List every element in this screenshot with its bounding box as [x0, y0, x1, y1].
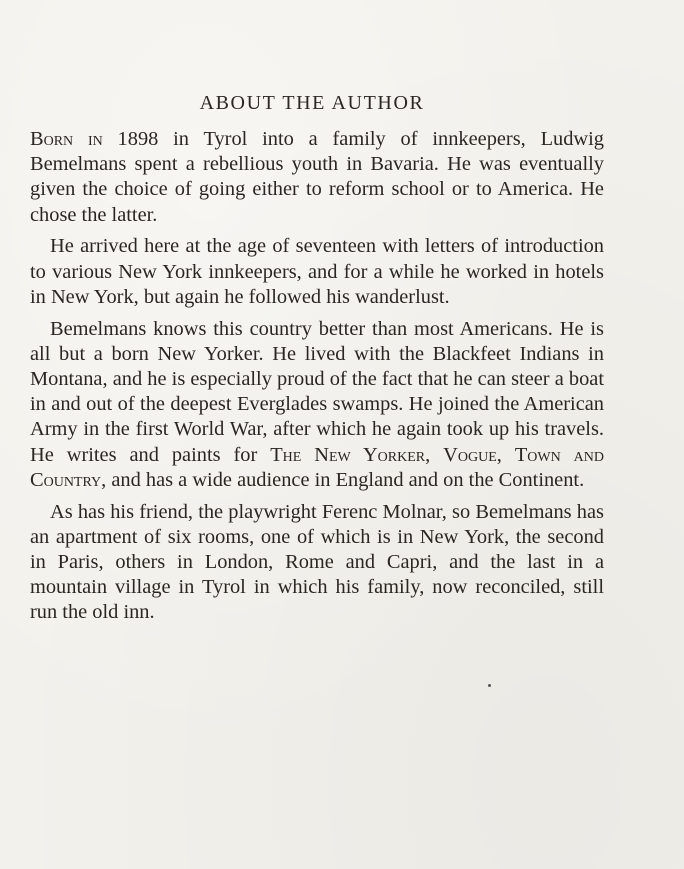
bio-paragraph-2: [30, 234, 604, 310]
bio-paragraph-1: [30, 127, 604, 228]
print-speck: [488, 684, 491, 687]
publication-vogue: Vogue: [443, 443, 497, 466]
bio-paragraph-4: [30, 500, 604, 626]
bio-paragraph-4-text: As has his friend, the playwright Ferenc Molnar, so Bemelmans has an apartment of six rooms, one of which is in New York, the second in Paris, others in London, Rome and Capri, and the last in a mountain village in Tyrol in which his family, now reconciled, still run the old inn.: [30, 500, 604, 624]
page-title: ABOUT THE AUTHOR: [199, 92, 425, 114]
lead-smallcaps: Born in: [30, 128, 103, 150]
author-bio: [30, 127, 604, 632]
separator: ,: [496, 443, 515, 466]
bio-paragraph-2-text: He arrived here at the age of seventeen with letters of introduction to various New York innkeepers, and for a while he worked in hotels in New York, but again he followed his wanderlust.: [30, 235, 604, 308]
publication-town-and-country: Town and Country: [30, 443, 604, 491]
separator: ,: [425, 443, 444, 466]
bio-paragraph-3: [30, 317, 604, 493]
publication-new-yorker: The New Yorker: [270, 443, 426, 466]
bio-paragraph-1-text: 1898 in Tyrol into a family of innkeepers, Ludwig Bemelmans spent a rebellious youth in Bavaria. He was eventually given the choice of going either to reform school or to America. He chose the latter.: [30, 128, 604, 226]
bio-paragraph-3-text-b: , and has a wide audience in England and on the Continent.: [101, 468, 585, 491]
bio-paragraph-3-text-a: Bemelmans knows this country better than most Americans. He is all but a born New Yorker. He lived with the Blackfeet Indians in Montana, and he is especially proud of the fact that he can steer a boat in and out of the deepest Everglades swamps. He joined the American Army in the first World War, after which he again took up his travels. He writes and paints for: [30, 317, 604, 466]
